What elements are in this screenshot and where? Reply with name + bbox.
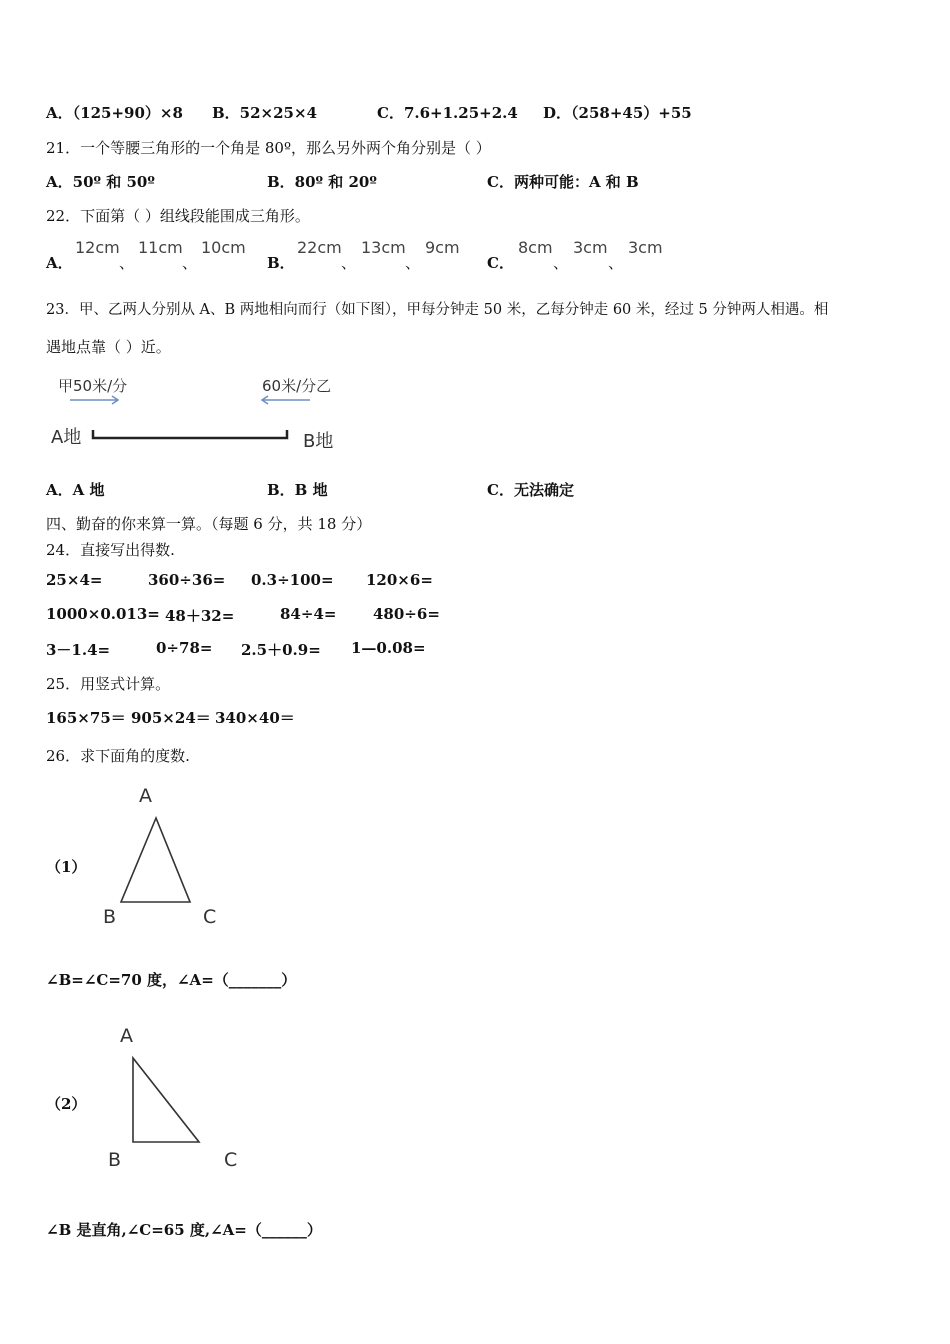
q23-diagram-right-label: 60米/分乙 xyxy=(262,377,332,395)
q24-r2-c4: 480÷6= xyxy=(373,605,440,623)
q22-stem: 22．下面第（ ）组线段能围成三角形。 xyxy=(46,207,310,225)
q25-stem: 25．用竖式计算。 xyxy=(46,675,171,693)
q24-r2-c1: 1000×0.013= xyxy=(46,605,160,623)
q26-p1-vertex-a: A xyxy=(139,785,152,807)
q22-a-sep-2: 、 xyxy=(182,254,198,272)
q22-a-seg-2: 11cm xyxy=(138,238,183,257)
q26-p1-vertex-c: C xyxy=(203,906,217,928)
q26-part2-question: ∠B 是直角,∠C=65 度,∠A=（______） xyxy=(46,1221,322,1239)
q24-stem: 24．直接写出得数. xyxy=(46,541,175,559)
q21-stem: 21．一个等腰三角形的一个角是 80º，那么另外两个角分别是（ ） xyxy=(46,139,491,157)
q22-option-b-label: B． xyxy=(267,254,295,272)
q26-part1-question: ∠B=∠C=70 度，∠A=（_______） xyxy=(46,971,297,989)
q24-r1-c3: 0.3÷100= xyxy=(251,571,334,589)
q22-option-c-label: C． xyxy=(487,254,514,272)
q21-option-b: B．80º 和 20º xyxy=(267,173,377,191)
q24-r1-c4: 120×6= xyxy=(366,571,433,589)
section4-title: 四、勤奋的你来算一算。（每题 6 分，共 18 分） xyxy=(46,515,372,533)
q26-stem: 26．求下面角的度数. xyxy=(46,747,190,765)
q26-p1-vertex-b: B xyxy=(103,906,117,928)
q22-b-sep-1: 、 xyxy=(341,254,357,272)
q22-c-seg-1: 8cm xyxy=(518,238,553,257)
q22-a-seg-1: 12cm xyxy=(75,238,120,257)
q23-option-c: C．无法确定 xyxy=(487,481,574,499)
q26-part1-label: （1） xyxy=(46,858,87,876)
q22-c-sep-1: 、 xyxy=(553,254,569,272)
q22-b-sep-2: 、 xyxy=(405,254,421,272)
q24-r1-c2: 360÷36= xyxy=(148,571,226,589)
q20-option-a: A．（125+90）×8 xyxy=(46,104,183,122)
q22-b-seg-3: 9cm xyxy=(425,238,460,257)
q20-option-b: B．52×25×4 xyxy=(212,104,318,122)
q25-item-2: 905×24＝ xyxy=(131,709,211,727)
q24-r3-c2: 0÷78= xyxy=(156,639,213,657)
q26-p2-vertex-b: B xyxy=(108,1149,122,1171)
q24-r3-c4: 1—0.08= xyxy=(351,639,426,657)
q24-r2-c2: 48＋32= xyxy=(165,607,235,625)
road-segment xyxy=(93,430,287,438)
q23-stem-line1: 23．甲、乙两人分别从 A、B 两地相向而行（如下图），甲每分钟走 50 米，乙每分钟走 60 米，经过 5 分钟两人相遇。相 xyxy=(46,302,829,318)
q21-option-c: C．两种可能：A 和 B xyxy=(487,173,639,191)
q24-r1-c1: 25×4= xyxy=(46,571,103,589)
q22-c-sep-2: 、 xyxy=(608,254,624,272)
q22-a-seg-3: 10cm xyxy=(201,238,246,257)
q22-option-a-label: A． xyxy=(46,254,73,272)
q22-a-sep-1: 、 xyxy=(119,254,135,272)
q25-item-1: 165×75＝ xyxy=(46,709,126,727)
q26-triangle-2 xyxy=(125,1050,210,1150)
q23-diagram-left-label: 甲50米/分 xyxy=(58,377,128,395)
q22-b-seg-2: 13cm xyxy=(361,238,406,257)
q24-r3-c3: 2.5＋0.9= xyxy=(241,641,321,659)
q20-option-d: D．（258+45）+55 xyxy=(543,104,692,122)
q23-road-diagram xyxy=(40,380,340,460)
q22-b-seg-1: 22cm xyxy=(297,238,342,257)
q23-diagram-point-a: A地 xyxy=(51,427,82,448)
q23-stem-line2: 遇地点靠（ ）近。 xyxy=(46,338,171,356)
q21-option-a: A．50º 和 50º xyxy=(46,173,155,191)
q23-option-b: B．B 地 xyxy=(267,481,328,499)
q25-item-3: 340×40＝ xyxy=(215,709,295,727)
q24-r2-c3: 84÷4= xyxy=(280,605,337,623)
q22-c-seg-3: 3cm xyxy=(628,238,663,257)
q26-p2-vertex-a: A xyxy=(120,1025,133,1047)
q26-part2-label: （2） xyxy=(46,1095,87,1113)
q24-r3-c1: 3－1.4= xyxy=(46,641,111,659)
q26-p2-vertex-c: C xyxy=(224,1149,238,1171)
q23-option-a: A．A 地 xyxy=(46,481,105,499)
q20-option-c: C．7.6+1.25+2.4 xyxy=(377,104,518,122)
q23-diagram-point-b: B地 xyxy=(303,431,334,452)
q26-triangle-1 xyxy=(110,810,200,910)
q22-c-seg-2: 3cm xyxy=(573,238,608,257)
